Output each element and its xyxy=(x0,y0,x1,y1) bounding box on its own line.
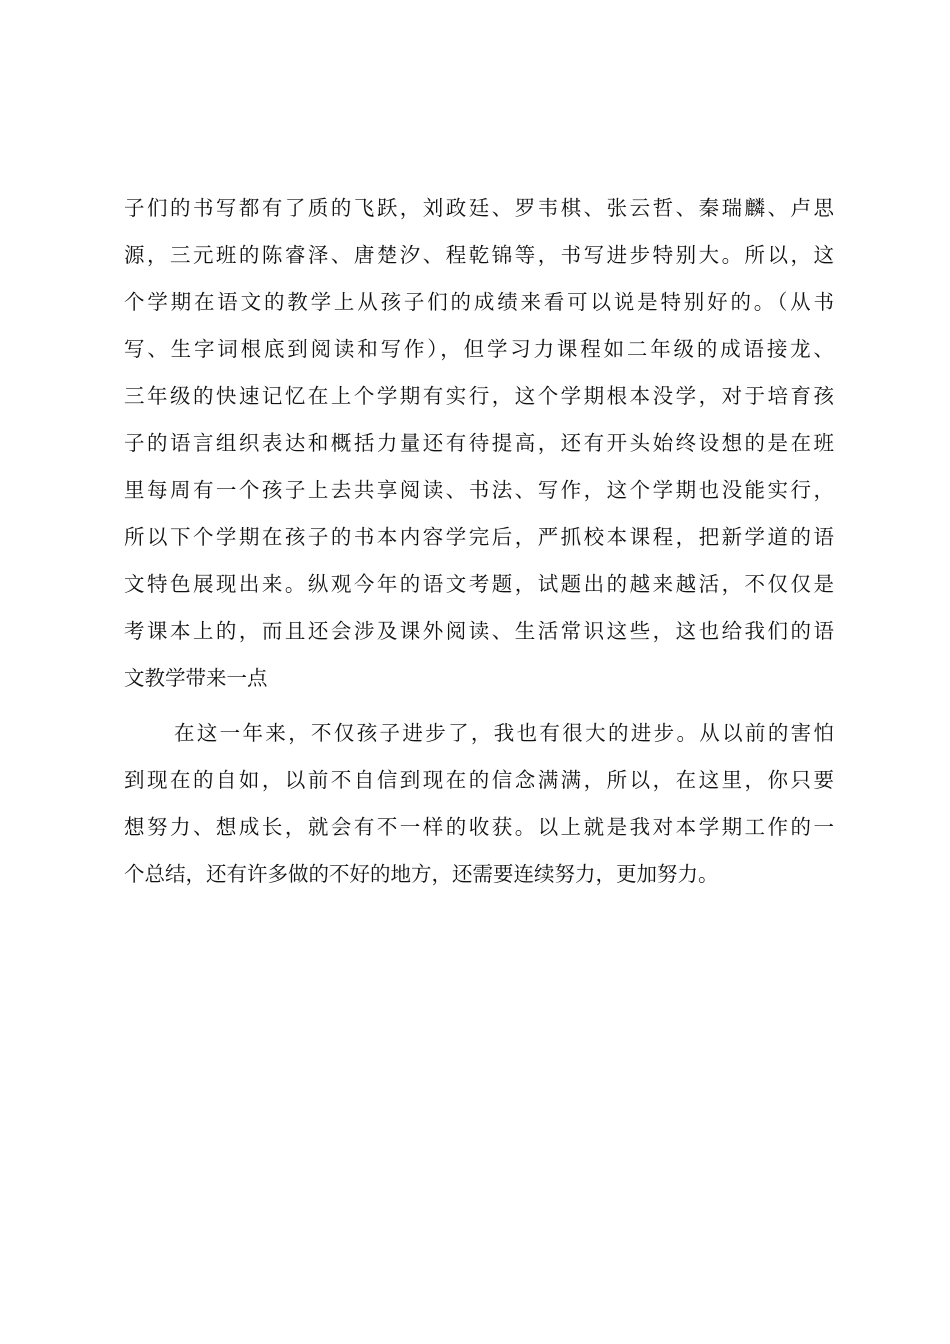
text-line: 个学期在语文的教学上从孩子们的成绩来看可以说是特别好的。（从书 xyxy=(124,290,834,314)
text-line: 子的语言组织表达和概括力量还有待提高，还有开头始终设想的是在班 xyxy=(124,431,834,455)
text-line: 源，三元班的陈睿泽、唐楚汐、程乾锦等，书写进步特别大。所以，这 xyxy=(124,243,834,267)
document-body xyxy=(124,185,834,898)
paragraph-2 xyxy=(124,710,834,898)
text-line: 子们的书写都有了质的飞跃，刘政廷、罗韦棋、张云哲、秦瑞麟、卢思 xyxy=(124,196,834,220)
text-line: 在这一年来，不仅孩子进步了，我也有很大的进步。从以前的害怕 xyxy=(174,721,834,745)
text-line: 里每周有一个孩子上去共享阅读、书法、写作，这个学期也没能实行， xyxy=(124,478,834,502)
text-line: 三年级的快速记忆在上个学期有实行，这个学期根本没学，对于培育孩 xyxy=(124,384,834,408)
text-line: 所以下个学期在孩子的书本内容学完后，严抓校本课程，把新学道的语 xyxy=(124,525,834,549)
paragraph-gap xyxy=(124,702,834,710)
text-line: 文特色展现出来。纵观今年的语文考题，试题出的越来越活，不仅仅是 xyxy=(124,572,834,596)
text-line: 到现在的自如，以前不自信到现在的信念满满，所以，在这里，你只要 xyxy=(124,768,834,792)
paragraph-1 xyxy=(124,185,834,702)
text-line: 文教学带来一点 xyxy=(124,666,268,690)
text-line: 考课本上的，而且还会涉及课外阅读、生活常识这些，这也给我们的语 xyxy=(124,619,834,643)
text-line: 想努力、想成长，就会有不一样的收获。以上就是我对本学期工作的一 xyxy=(124,815,834,839)
text-line: 个总结，还有许多做的不好的地方，还需要连续努力，更加努力。 xyxy=(124,862,719,886)
text-line: 写、生字词根底到阅读和写作），但学习力课程如二年级的成语接龙、 xyxy=(124,337,834,361)
